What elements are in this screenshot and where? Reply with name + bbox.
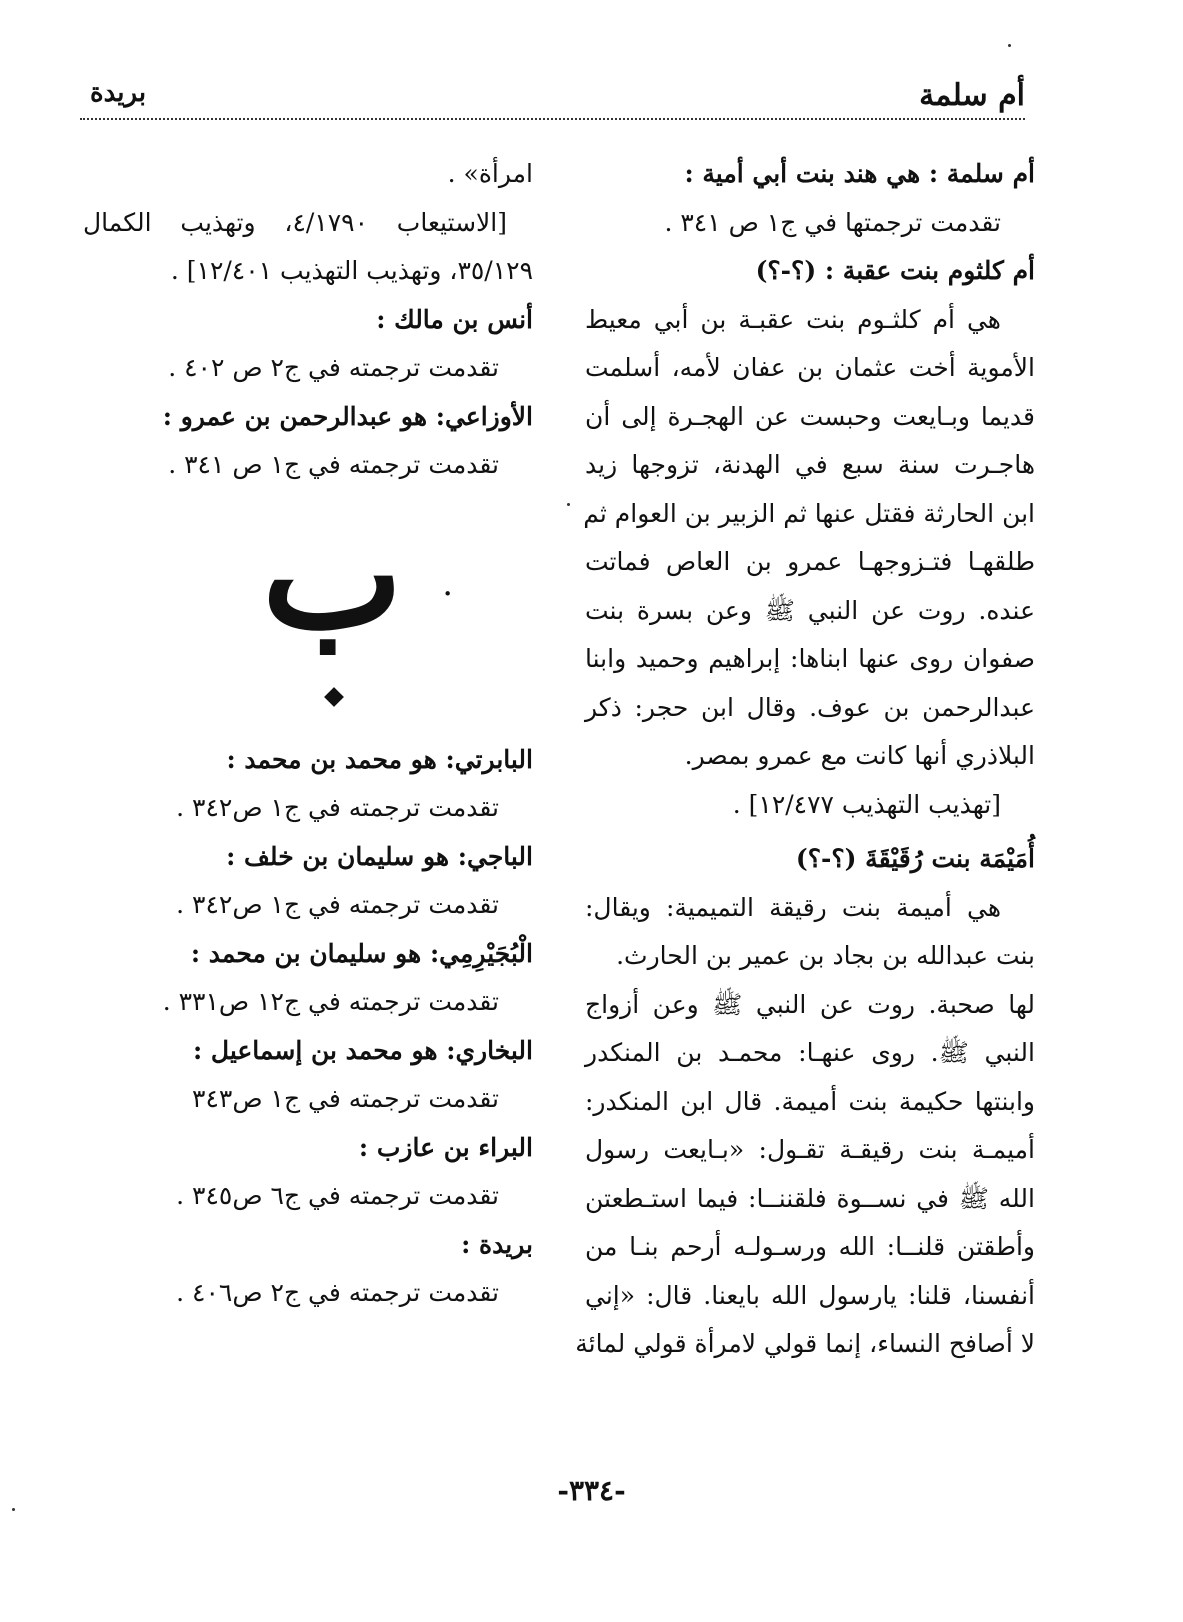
text-line: قديما وبـايعت وحبست عن الهجـرة إلى أن [585, 401, 1035, 431]
text-line: البلاذري أنها كانت مع عمرو بمصر. [684, 741, 1035, 770]
scan-speck [1008, 44, 1011, 47]
text-line: أميمـة بنت رقيقـة تقـول: «بـايعت رسول [585, 1135, 1035, 1164]
section-letter-block [83, 486, 533, 736]
entry-heading: أنس بن مالك : [376, 304, 533, 334]
left-column [83, 150, 533, 1318]
scan-speck [567, 503, 570, 506]
text-line: الله ﷺ في نســوة فلقننــا: فيما استـطعتن [585, 1183, 1035, 1213]
section-letter: ب [261, 486, 403, 663]
right-column [575, 150, 1035, 1369]
entry-reference: تقدمت ترجمته في ج١ ص٣٤٢ . [176, 793, 499, 822]
entry-heading: أم كلثوم بنت عقبة : (؟-؟) [755, 256, 1035, 285]
entry-heading: الباجي: هو سليمان بن خلف : [226, 841, 533, 871]
running-head [80, 78, 1025, 122]
text-line: امرأة» . [447, 159, 533, 188]
entry-heading: بريدة : [461, 1229, 533, 1259]
text-line: وأطقتن قلنــا: الله ورسـولـه أرحم بنـا من [585, 1232, 1035, 1261]
text-line: أنفسنا، قلنا: يارسول الله بايعنا. قال: «إني [585, 1280, 1035, 1310]
page-number: -٣٣٤- [557, 1474, 626, 1507]
entry-reference: تقدمت ترجمته في ج١ ص ٣٤١ . [168, 450, 499, 479]
text-line: النبي ﷺ. روى عنهـا: محمـد بن المنكدر [585, 1038, 1035, 1067]
entry-reference: تقدمت ترجمته في ج١٢ ص٣٣١ . [162, 987, 499, 1016]
section-letter-dot: . [442, 563, 453, 604]
text-line: طلقهـا فتـزوجهـا عمرو بن العاص فماتت [585, 547, 1035, 576]
text-line: ابن الحارثة فقتل عنها ثم الزبير بن العوام ثم [583, 498, 1035, 528]
text-line: وابنتها حكيمة بنت أميمة. قال ابن المنكدر: [585, 1086, 1035, 1116]
entry-reference: تقدمت ترجمته في ج٦ ص٣٤٥ . [176, 1181, 499, 1210]
entry-heading: الْبُجَيْرِمِي: هو سليمان بن محمد : [190, 938, 533, 968]
left-column-bottom [83, 736, 533, 1318]
entry-reference: تقدمت ترجمته في ج١ ص٣٤٣ [192, 1084, 499, 1113]
text-line: لا أصافح النساء، إنما قولي لامرأة قولي لمائة [575, 1329, 1035, 1358]
entry-heading: الأوزاعي: هو عبدالرحمن بن عمرو : [162, 401, 533, 431]
entry-reference: تقدمت ترجمتها في ج١ ص ٣٤١ . [664, 207, 1001, 237]
entry-reference: تقدمت ترجمته في ج٢ ص٤٠٦ . [176, 1278, 499, 1307]
text-line: الأموية أخت عثمان بن عفان لأمه، أسلمت [585, 353, 1035, 382]
running-head-left: بريدة [90, 78, 147, 108]
entry-heading: البراء بن عازب : [358, 1132, 533, 1162]
text-line: ٣٥/١٢٩، وتهذيب التهذيب ١٢/٤٠١] . [170, 256, 533, 285]
entry-heading: البابرتي: هو محمد بن محمد : [226, 744, 533, 774]
header-dotted-rule [80, 118, 1025, 120]
entry-heading: أم سلمة : هي هند بنت أبي أمية : [684, 159, 1035, 188]
text-line: عبدالرحمن بن عوف. وقال ابن حجر: ذكر [585, 692, 1035, 722]
text-line: لها صحبة. روت عن النبي ﷺ وعن أزواج [585, 989, 1035, 1019]
left-column-top [83, 150, 533, 490]
text-line: هاجـرت سنة سبع في الهدنة، تزوجها زيد [585, 450, 1035, 479]
diamond-ornament-icon [324, 687, 344, 707]
entry-reference: تقدمت ترجمته في ج١ ص٣٤٢ . [176, 890, 499, 919]
entry-reference: [تهذيب التهذيب ١٢/٤٧٧] . [732, 789, 1001, 819]
entry-heading: البخاري: هو محمد بن إسماعيل : [192, 1035, 533, 1065]
text-line: هي أميمة بنت رقيقة التميمية: ويقال: [585, 892, 1001, 922]
entry-reference: تقدمت ترجمته في ج٢ ص ٤٠٢ . [168, 353, 499, 382]
text-line: [الاستيعاب ٤/١٧٩٠، وتهذيب الكمال [83, 207, 507, 237]
running-head-right: أم سلمة [919, 78, 1025, 113]
text-line: هي أم كلثـوم بنت عقبـة بن أبي معيط [585, 304, 1001, 334]
text-line: بنت عبدالله بن بجاد بن عمير بن الحارث. [616, 941, 1035, 970]
scan-speck [12, 1508, 15, 1511]
text-line: عنده. روت عن النبي ﷺ وعن بسرة بنت [585, 595, 1035, 625]
text-line: صفوان روى عنها ابناها: إبراهيم وحميد وابنا [585, 644, 1035, 673]
entry-heading: أُمَيْمَة بنت رُقَيْقَةَ (؟-؟) [795, 844, 1035, 873]
